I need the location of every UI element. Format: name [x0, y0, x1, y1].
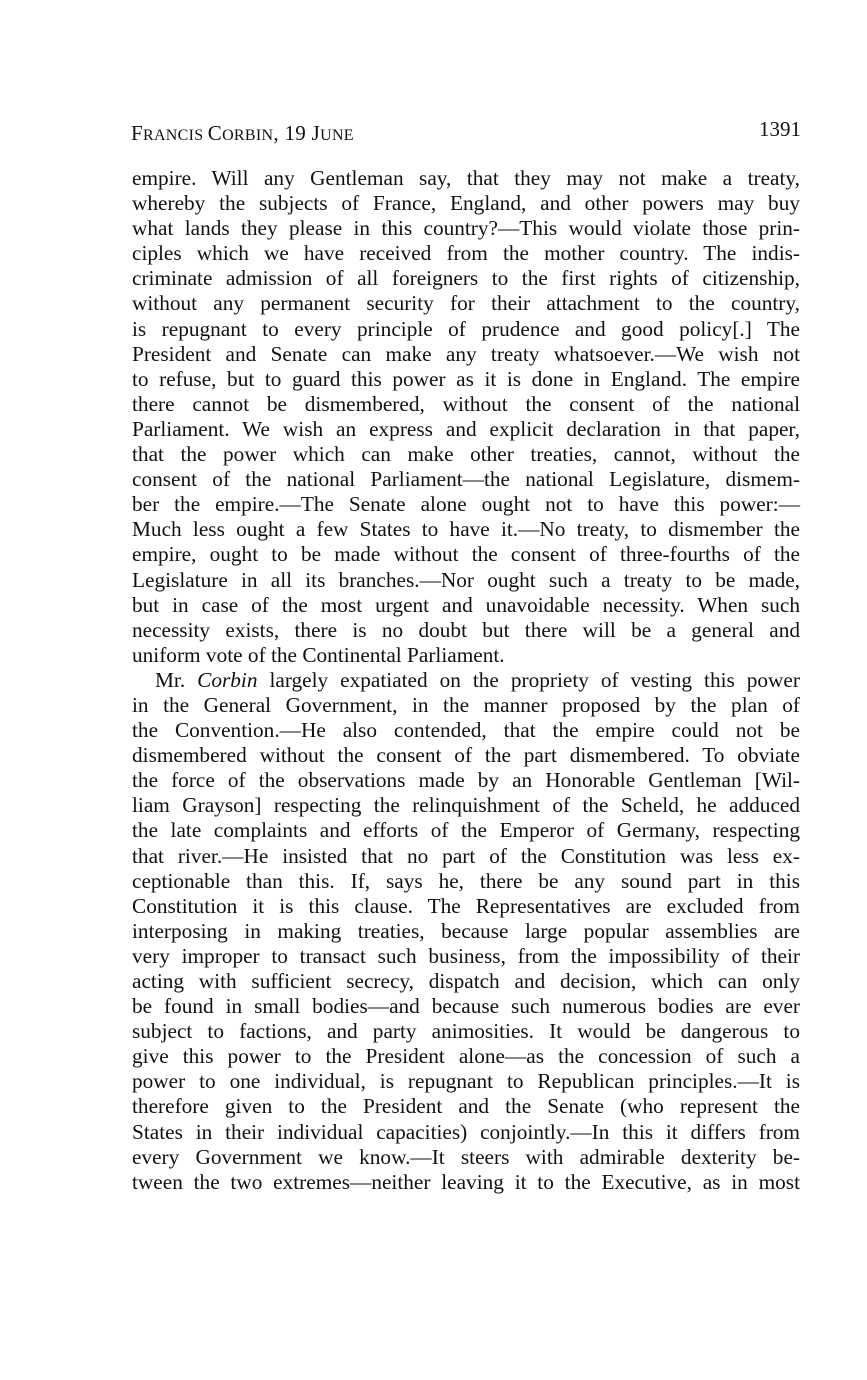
text-line: to refuse, but to guard this power as it is done in England. The empire [132, 366, 800, 391]
text-line: Legislature in all its branches.—Nor ought such a treaty to be made, [132, 567, 800, 592]
text-line: the late complaints and efforts of the Emperor of Germany, respecting [132, 818, 800, 843]
text-line-segment: largely expatiated on the propriety of vesting this power [257, 667, 800, 692]
text-line: the Convention.—He also contended, that the empire could not be [132, 718, 800, 743]
text-line: Much less ought a few States to have it.—No treaty, to dismember the [132, 517, 800, 542]
running-head-title-part: , 19 [273, 121, 312, 145]
text-line: liam Grayson] respecting the relinquishment of the Scheld, he adduced [132, 793, 800, 818]
running-head-title-part: F [131, 121, 143, 145]
text-line: Parliament. We wish an express and explicit declaration in that paper, [132, 416, 800, 441]
running-head-title-part: UNE [320, 127, 354, 144]
text-line: give this power to the President alone—as the concession of such a [132, 1044, 800, 1069]
text-line: Constitution it is this clause. The Representatives are excluded from [132, 893, 800, 918]
paragraph [132, 166, 800, 668]
text-line: dismembered without the consent of the part dismembered. To obviate [132, 743, 800, 768]
speaker-name: Corbin [197, 667, 258, 692]
text-line: in the General Government, in the manner proposed by the plan of [132, 692, 800, 717]
text-line: is repugnant to every principle of prudence and good policy[.] The [132, 316, 800, 341]
text-line: uniform vote of the Continental Parliament. [132, 642, 505, 667]
text-line: without any permanent security for their attachment to the country, [132, 291, 800, 316]
running-head-title-part: J [311, 121, 321, 145]
running-head-title [131, 118, 354, 151]
text-line [132, 668, 800, 693]
text-line: that river.—He insisted that no part of the Constitution was less ex- [132, 843, 800, 868]
text-line: tween the two extremes—neither leaving it to the Executive, as in most [132, 1169, 800, 1194]
running-head-title-part: ORBIN [222, 127, 274, 144]
text-line: there cannot be dismembered, without the consent of the national [132, 391, 800, 416]
text-line: what lands they please in this country?—This would violate those prin- [132, 216, 800, 241]
text-line: ber the empire.—The Senate alone ought not to have this power:— [132, 492, 800, 517]
text-line: criminate admission of all foreigners to the first rights of citizenship, [132, 266, 800, 291]
text-line: States in their individual capacities) conjointly.—In this it differs from [132, 1119, 800, 1144]
text-line: ciples which we have received from the mother country. The indis- [132, 241, 800, 266]
text-line: consent of the national Parliament—the national Legislature, dismem- [132, 467, 800, 492]
text-line: whereby the subjects of France, England, and other powers may buy [132, 191, 800, 216]
paragraph [132, 668, 800, 1195]
text-line: that the power which can make other treaties, cannot, without the [132, 442, 800, 467]
text-line: therefore given to the President and the Senate (who represent the [132, 1094, 800, 1119]
text-line: power to one individual, is repugnant to Republican principles.—It is [132, 1069, 800, 1094]
text-line: President and Senate can make any treaty whatsoever.—We wish not [132, 341, 800, 366]
running-head-title-part: C [207, 121, 223, 145]
text-line-segment: Mr. [155, 667, 198, 692]
text-line: empire. Will any Gentleman say, that they may not make a treaty, [132, 166, 800, 190]
text-line: but in case of the most urgent and unavoidable necessity. When such [132, 592, 800, 617]
text-line: necessity exists, there is no doubt but there will be a general and [132, 617, 800, 642]
page-number: 1391 [759, 117, 801, 141]
text-line: the force of the observations made by an Honorable Gentleman [Wil- [132, 768, 800, 793]
text-line: very improper to transact such business, from the impossibility of their [132, 943, 800, 968]
text-line: be found in small bodies—and because such numerous bodies are ever [132, 994, 800, 1019]
text-line: acting with sufficient secrecy, dispatch and decision, which can only [132, 969, 800, 993]
running-head-title-part: RANCIS [142, 127, 208, 144]
body-text [132, 166, 800, 1195]
text-line: ceptionable than this. If, says he, there be any sound part in this [132, 868, 800, 893]
text-line: subject to factions, and party animosities. It would be dangerous to [132, 1019, 800, 1044]
running-head [131, 118, 801, 148]
text-line: every Government we know.—It steers with admirable dexterity be- [132, 1144, 800, 1169]
text-line: empire, ought to be made without the consent of three-fourths of the [132, 542, 800, 567]
text-line: interposing in making treaties, because large popular assemblies are [132, 918, 800, 943]
